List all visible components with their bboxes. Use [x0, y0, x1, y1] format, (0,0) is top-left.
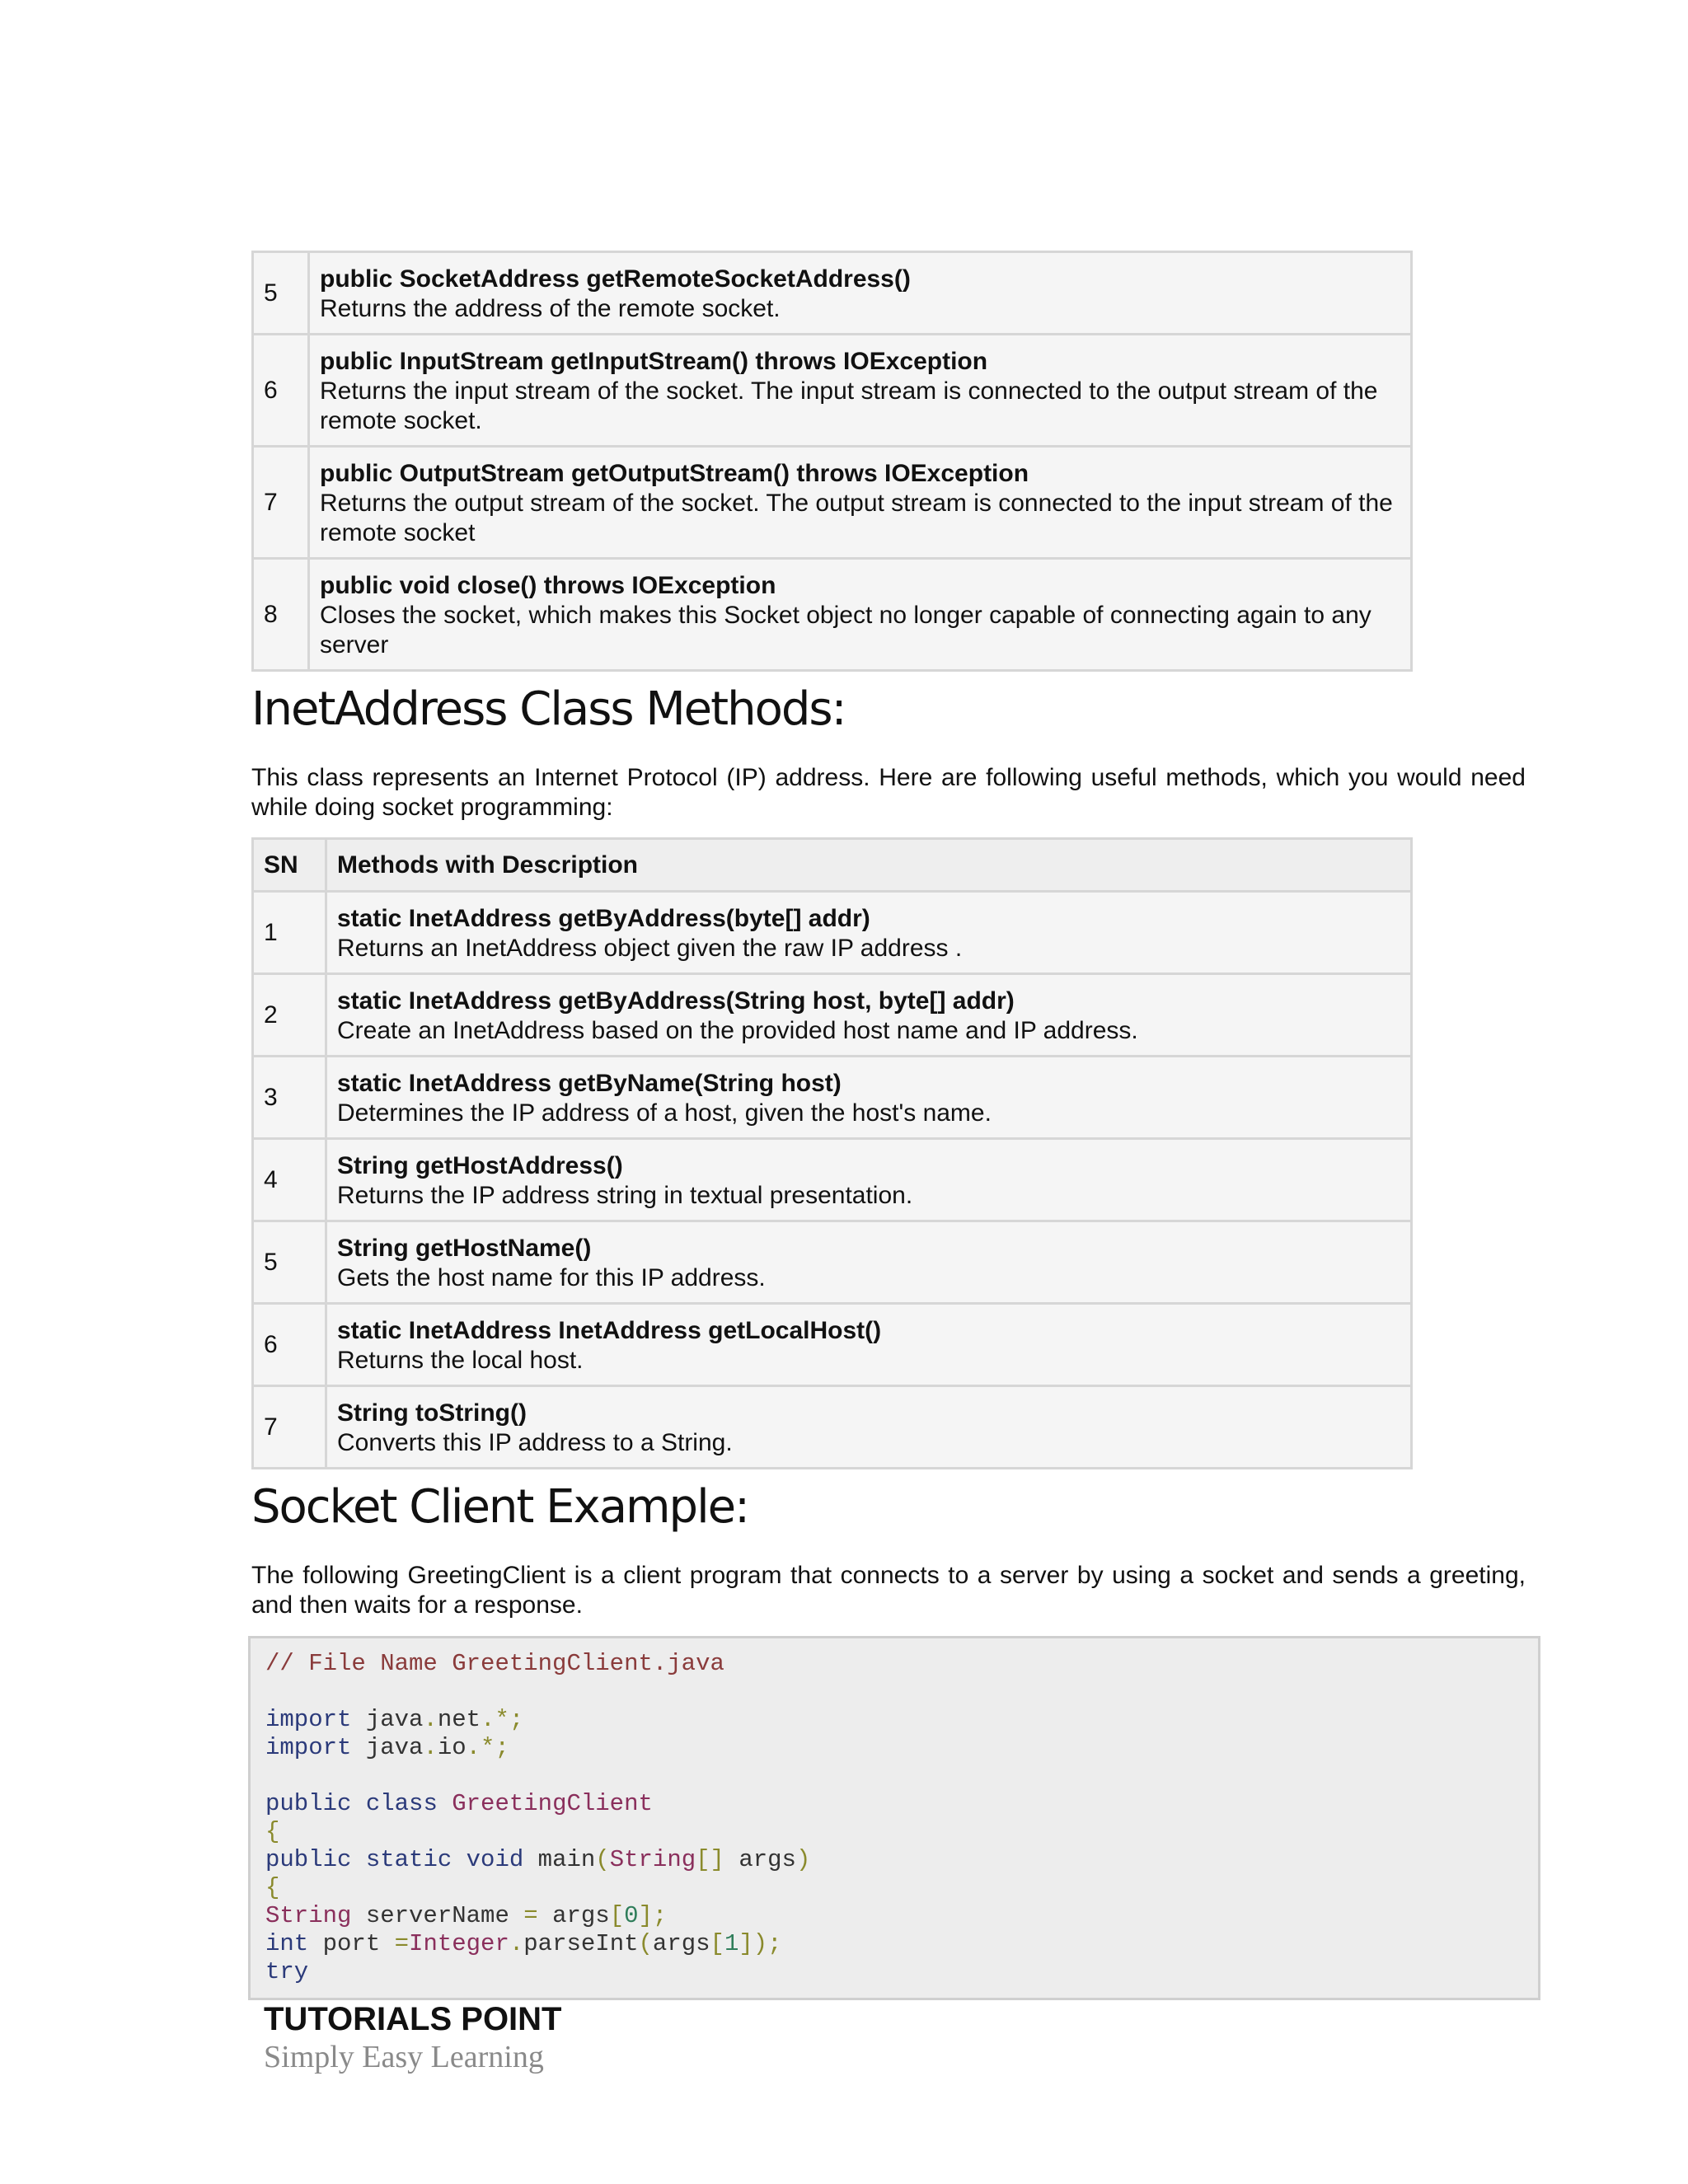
method-cell: [326, 1304, 1412, 1386]
method-signature: public SocketAddress getRemoteSocketAddress(): [320, 265, 911, 293]
code-block: [248, 1636, 1540, 2000]
code-token: [: [710, 1930, 724, 1957]
row-number: 7: [253, 447, 309, 559]
method-description: Gets the host name for this IP address.: [337, 1263, 766, 1291]
code-token: public: [265, 1846, 352, 1873]
code-token: =: [394, 1930, 410, 1957]
code-line: [265, 1846, 1525, 1874]
code-token: args: [724, 1846, 796, 1873]
code-token: public: [265, 1790, 352, 1817]
code-token: java: [351, 1734, 424, 1761]
method-signature: public OutputStream getOutputStream() throws IOException: [320, 459, 1029, 487]
code-token: static: [365, 1846, 452, 1873]
code-token: java: [351, 1706, 424, 1733]
code-token: 0: [624, 1902, 639, 1929]
table-row: [253, 252, 1412, 335]
code-token: io: [437, 1734, 467, 1761]
method-signature: String toString(): [337, 1399, 527, 1427]
section-intro-inetaddress: This class represents an Internet Protocol (IP) address. Here are following useful methods, which you would need while doing socket programming:: [251, 764, 1526, 821]
code-token: String: [265, 1902, 352, 1929]
code-token: .: [423, 1706, 438, 1733]
method-cell: [326, 1386, 1412, 1469]
code-token: String: [609, 1846, 696, 1873]
method-cell: [326, 1221, 1412, 1304]
code-token: [438, 1790, 452, 1817]
row-number: 2: [253, 974, 326, 1057]
code-line: [265, 1734, 1525, 1762]
code-token: main: [523, 1846, 596, 1873]
method-description: Returns the address of the remote socket.: [320, 294, 781, 322]
code-token: import: [265, 1734, 352, 1761]
code-line: [265, 1930, 1525, 1958]
code-token: int: [265, 1930, 309, 1957]
method-signature: static InetAddress InetAddress getLocalHost(): [337, 1316, 882, 1344]
row-number: 5: [253, 1221, 326, 1304]
code-token: {: [265, 1874, 280, 1901]
code-token: void: [466, 1846, 524, 1873]
method-description: Returns the IP address string in textual presentation.: [337, 1181, 913, 1209]
method-description: Returns the local host.: [337, 1346, 584, 1374]
row-number: 6: [253, 1304, 326, 1386]
footer-brand: TUTORIALS POINT: [264, 2001, 562, 2037]
code-token: ];: [638, 1902, 668, 1929]
code-token: net: [437, 1706, 481, 1733]
row-number: 4: [253, 1139, 326, 1221]
method-description: Determines the IP address of a host, given the host's name.: [337, 1099, 992, 1127]
method-description: Returns an InetAddress object given the raw IP address .: [337, 934, 963, 962]
code-line: [265, 1790, 1525, 1818]
code-token: (: [638, 1930, 653, 1957]
table-row: [253, 447, 1412, 559]
code-token: .: [423, 1734, 438, 1761]
method-cell: [309, 559, 1412, 671]
inetaddress-table-body: [253, 892, 1412, 1469]
method-signature: String getHostName(): [337, 1234, 592, 1262]
table-row: [253, 974, 1412, 1057]
table-row: [253, 1386, 1412, 1469]
code-token: .*;: [481, 1706, 524, 1733]
code-token: GreetingClient: [452, 1790, 653, 1817]
method-signature: static InetAddress getByName(String host): [337, 1069, 842, 1097]
code-token: class: [365, 1790, 438, 1817]
row-number: 7: [253, 1386, 326, 1469]
table-header-row: [253, 839, 1412, 892]
row-number: 1: [253, 892, 326, 974]
method-description: Create an InetAddress based on the provided host name and IP address.: [337, 1016, 1138, 1044]
code-token: =: [523, 1902, 538, 1929]
code-token: .: [509, 1930, 524, 1957]
table-row: [253, 892, 1412, 974]
section-heading-inetaddress: InetAddress Class Methods:: [251, 682, 846, 736]
method-signature: public void close() throws IOException: [320, 571, 776, 599]
code-token: [: [609, 1902, 625, 1929]
method-cell: [326, 892, 1412, 974]
code-line: [265, 1762, 1525, 1790]
section-heading-socket-client: Socket Client Example:: [251, 1480, 748, 1534]
table-row: [253, 335, 1412, 447]
method-cell: [309, 335, 1412, 447]
code-token: args: [652, 1930, 710, 1957]
method-signature: static InetAddress getByAddress(byte[] addr): [337, 904, 870, 932]
row-number: 3: [253, 1057, 326, 1139]
code-token: import: [265, 1706, 352, 1733]
method-signature: String getHostAddress(): [337, 1151, 623, 1179]
header-sn: SN: [253, 839, 326, 892]
method-cell: [309, 447, 1412, 559]
code-token: Integer: [409, 1930, 509, 1957]
code-line: [265, 1678, 1525, 1706]
code-token: [351, 1846, 365, 1873]
method-cell: [309, 252, 1412, 335]
code-token: try: [265, 1958, 309, 1985]
code-line: [265, 1958, 1525, 1986]
code-token: [452, 1846, 466, 1873]
row-number: 8: [253, 559, 309, 671]
header-methods: Methods with Description: [326, 839, 1412, 892]
method-signature: public InputStream getInputStream() throws IOException: [320, 347, 988, 375]
method-signature: static InetAddress getByAddress(String host, byte[] addr): [337, 987, 1015, 1015]
table-row: [253, 1139, 1412, 1221]
code-line: [265, 1706, 1525, 1734]
code-token: {: [265, 1818, 280, 1845]
code-line: [265, 1650, 1525, 1678]
code-token: [351, 1790, 365, 1817]
code-token: port: [308, 1930, 395, 1957]
code-token: ]);: [738, 1930, 782, 1957]
row-number: 6: [253, 335, 309, 447]
method-cell: [326, 1139, 1412, 1221]
table-row: [253, 559, 1412, 671]
footer-tagline: Simply Easy Learning: [264, 2040, 544, 2074]
code-token: serverName: [351, 1902, 524, 1929]
socket-methods-table: [251, 251, 1413, 672]
row-number: 5: [253, 252, 309, 335]
code-token: 1: [724, 1930, 739, 1957]
method-description: Returns the input stream of the socket. The input stream is connected to the output stream of the remote socket.: [320, 377, 1378, 434]
method-description: Closes the socket, which makes this Socket object no longer capable of connecting again to any server: [320, 601, 1372, 658]
code-token: .*;: [466, 1734, 509, 1761]
code-token: (: [595, 1846, 610, 1873]
method-cell: [326, 974, 1412, 1057]
table-row: [253, 1221, 1412, 1304]
code-token: parseInt: [523, 1930, 639, 1957]
code-line: [265, 1818, 1525, 1846]
inetaddress-methods-table: [251, 837, 1413, 1469]
code-token: // File Name GreetingClient.java: [265, 1650, 724, 1677]
table-row: [253, 1304, 1412, 1386]
code-token: args: [537, 1902, 610, 1929]
section-intro-socket-client: The following GreetingClient is a client program that connects to a server by using a socket and sends a greeting, and then waits for a response.: [251, 1562, 1526, 1619]
table-row: [253, 1057, 1412, 1139]
code-line: [265, 1874, 1525, 1902]
code-token: ): [795, 1846, 811, 1873]
code-line: [265, 1902, 1525, 1930]
method-description: Converts this IP address to a String.: [337, 1428, 733, 1456]
method-cell: [326, 1057, 1412, 1139]
method-description: Returns the output stream of the socket. The output stream is connected to the input stream of the remote socket: [320, 489, 1393, 546]
code-token: []: [696, 1846, 724, 1873]
